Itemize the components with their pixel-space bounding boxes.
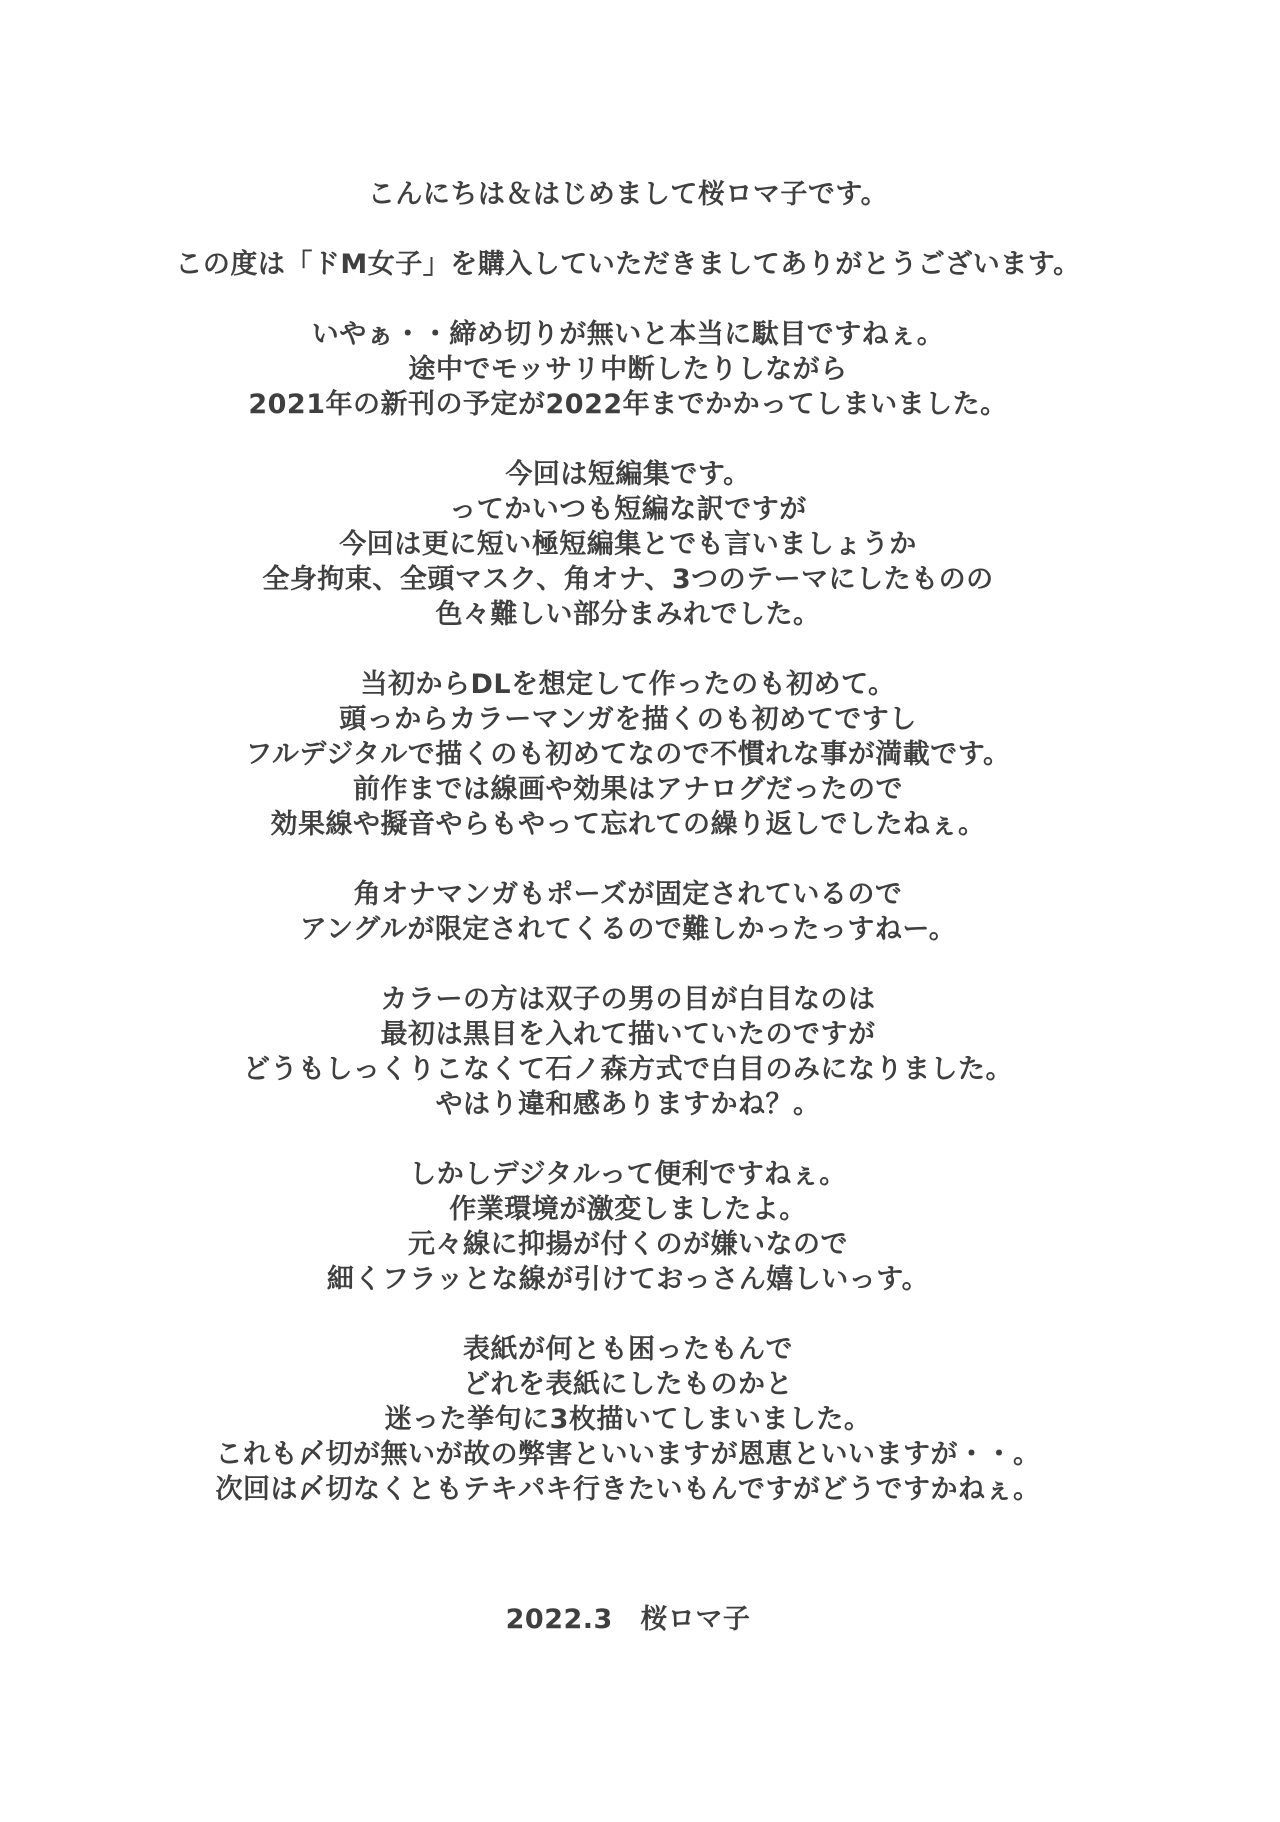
text-line: 途中でモッサリ中断したりしながら xyxy=(408,354,848,385)
text-line: カラーの方は双子の男の目が白目なのは xyxy=(380,984,876,1015)
paragraph-greeting xyxy=(0,177,1256,212)
text-line: 作業環境が激変しましたよ。 xyxy=(449,1194,807,1225)
text-line: 2021年の新刊の予定が2022年までかかってしまいました。 xyxy=(248,389,1008,420)
paragraph-deadline xyxy=(0,317,1256,422)
text-line: 元々線に抑揚が付くのが嫌いなので xyxy=(408,1229,848,1260)
paragraph-pose xyxy=(0,877,1256,947)
text-line: 当初からDLを想定して作ったのも初めて。 xyxy=(360,669,896,700)
text-line: いやぁ・・締め切りが無いと本当に駄目ですねぇ。 xyxy=(311,319,945,350)
text-line: こんにちは＆はじめまして桜ロマ子です。 xyxy=(367,179,889,210)
text-line: これも〆切が無いが故の弊害といいますが恩恵といいますが・・。 xyxy=(215,1439,1041,1470)
text-line: この度は「ドM女子」を購入していただきましてありがとうございます。 xyxy=(175,249,1081,280)
text-line: 細くフラッとな線が引けておっさん嬉しいっす。 xyxy=(326,1264,930,1295)
text-line: 今回は更に短い極短編集とでも言いましょうか xyxy=(339,529,917,560)
text-line: 表紙が何とも困ったもんで xyxy=(463,1334,793,1365)
text-line: 効果線や擬音やらもやって忘れての繰り返しでしたねぇ。 xyxy=(270,809,986,840)
text-line: フルデジタルで描くのも初めてなので不慣れな事が満載です。 xyxy=(245,739,1011,770)
paragraph-shortstories xyxy=(0,457,1256,632)
paragraph-eyes xyxy=(0,982,1256,1122)
text-line: 全身拘束、全頭マスク、角オナ、3つのテーマにしたものの xyxy=(262,564,994,595)
paragraph-cover xyxy=(0,1332,1256,1507)
paragraph-thanks xyxy=(0,247,1256,282)
text-line: どれを表紙にしたものかと xyxy=(463,1369,793,1400)
text-line: しかしデジタルって便利ですねぇ。 xyxy=(409,1159,847,1190)
text-line: どうもしっくりこなくて石ノ森方式で白目のみになりました。 xyxy=(243,1054,1013,1085)
text-line: ってかいつも短編な訳ですが xyxy=(449,494,807,525)
text-line: 次回は〆切なくともテキパキ行きたいもんですがどうですかねぇ。 xyxy=(215,1474,1041,1505)
text-line: 頭っからカラーマンガを描くのも初めてですし xyxy=(339,704,917,735)
text-line: 色々難しい部分まみれでした。 xyxy=(435,599,821,630)
text-line: 最初は黒目を入れて描いていたのですが xyxy=(380,1019,876,1050)
text-line: やはり違和感ありますかね？。 xyxy=(435,1089,821,1120)
paragraph-digital-convenience xyxy=(0,1157,1256,1297)
date-signature: 2022.3 桜ロマ子 xyxy=(505,1604,751,1635)
text-line: 前作までは線画や効果はアナログだったので xyxy=(353,774,903,805)
text-line: 迷った挙句に3枚描いてしまいました。 xyxy=(384,1404,872,1435)
paragraph-digital-firsts xyxy=(0,667,1256,842)
text-line: 今回は短編集です。 xyxy=(505,459,751,490)
text-line: 角オナマンガもポーズが固定されているので xyxy=(353,879,903,910)
text-line: アングルが限定されてくるので難しかったっすねー。 xyxy=(299,914,957,945)
